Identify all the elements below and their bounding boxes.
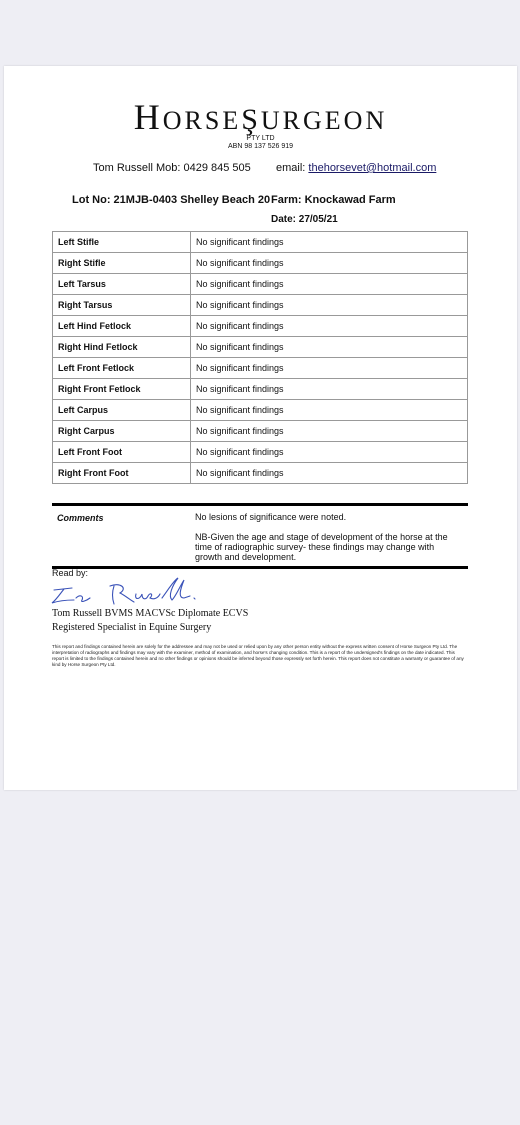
lot-number: Lot No: 21MJB-0403 Shelley Beach 20: [72, 194, 271, 206]
finding-result: No significant findings: [191, 253, 468, 274]
finding-body-part: Left Carpus: [53, 400, 191, 421]
report-page: [4, 66, 517, 790]
comments-section: [52, 503, 468, 569]
findings-row: [53, 379, 468, 400]
finding-body-part: Left Front Fetlock: [53, 358, 191, 379]
contact-email-block: [276, 162, 436, 174]
findings-row: [53, 400, 468, 421]
finding-body-part: Left Stifle: [53, 232, 191, 253]
read-by-label: Read by:: [52, 568, 89, 578]
findings-row: [53, 316, 468, 337]
finding-result: No significant findings: [191, 421, 468, 442]
email-link[interactable]: thehorsevet@hotmail.com: [308, 162, 437, 174]
finding-body-part: Left Hind Fetlock: [53, 316, 191, 337]
finding-result: No significant findings: [191, 400, 468, 421]
signer-title: Registered Specialist in Equine Surgery: [52, 622, 212, 633]
finding-result: No significant findings: [191, 379, 468, 400]
finding-result: No significant findings: [191, 358, 468, 379]
finding-result: No significant findings: [191, 295, 468, 316]
email-label: email:: [276, 162, 306, 174]
finding-result: No significant findings: [191, 232, 468, 253]
findings-row: [53, 253, 468, 274]
finding-body-part: Right Front Fetlock: [53, 379, 191, 400]
finding-result: No significant findings: [191, 463, 468, 484]
finding-body-part: Right Tarsus: [53, 295, 191, 316]
comments-label: Comments: [57, 513, 104, 523]
finding-body-part: Right Front Foot: [53, 463, 191, 484]
farm-name: Farm: Knockawad Farm: [271, 194, 396, 206]
finding-body-part: Left Front Foot: [53, 442, 191, 463]
finding-body-part: Right Stifle: [53, 253, 191, 274]
finding-result: No significant findings: [191, 274, 468, 295]
finding-result: No significant findings: [191, 316, 468, 337]
contact-name-phone: Tom Russell Mob: 0429 845 505: [93, 162, 251, 174]
findings-row: [53, 421, 468, 442]
findings-row: [53, 337, 468, 358]
company-abn: ABN 98 137 526 919: [228, 143, 293, 150]
findings-row: [53, 463, 468, 484]
comment-line-2: NB-Given the age and stage of development of the horse at the time of radiographic survey- these findings may change with growth and development.: [195, 532, 448, 562]
company-suffix: PTY LTD: [246, 135, 275, 142]
findings-row: [53, 274, 468, 295]
finding-body-part: Left Tarsus: [53, 274, 191, 295]
report-date: Date: 27/05/21: [271, 214, 338, 225]
comment-line-1: No lesions of significance were noted.: [195, 512, 347, 522]
handwritten-signature: [50, 576, 200, 610]
company-logo: [4, 96, 517, 138]
logo-wordmark: HORSEŞURGEON: [133, 97, 388, 137]
finding-body-part: Right Hind Fetlock: [53, 337, 191, 358]
findings-table: [52, 231, 468, 484]
signer-credentials: Tom Russell BVMS MACVSc Diplomate ECVS: [52, 608, 249, 619]
legal-disclaimer: This report and findings contained herein are solely for the addressee and may not be used or relied upon by any other person entity without the express written consent of Horse Surgeon Pty Ltd. The interpretation of radiographs and findings may vary with the examiner, method of examination, and horse's changing condition. This is a report of the undersigned's findings on the date indicated. This report is limited to the findings contained herein and no other findings or opinions should be inferred beyond those expressly set forth herein. This report does not constitute a warranty or guarantee of any kind by Horse Surgeon Pty Ltd.: [52, 644, 464, 667]
findings-row: [53, 295, 468, 316]
findings-row: [53, 442, 468, 463]
findings-row: [53, 232, 468, 253]
finding-body-part: Right Carpus: [53, 421, 191, 442]
findings-row: [53, 358, 468, 379]
finding-result: No significant findings: [191, 442, 468, 463]
finding-result: No significant findings: [191, 337, 468, 358]
